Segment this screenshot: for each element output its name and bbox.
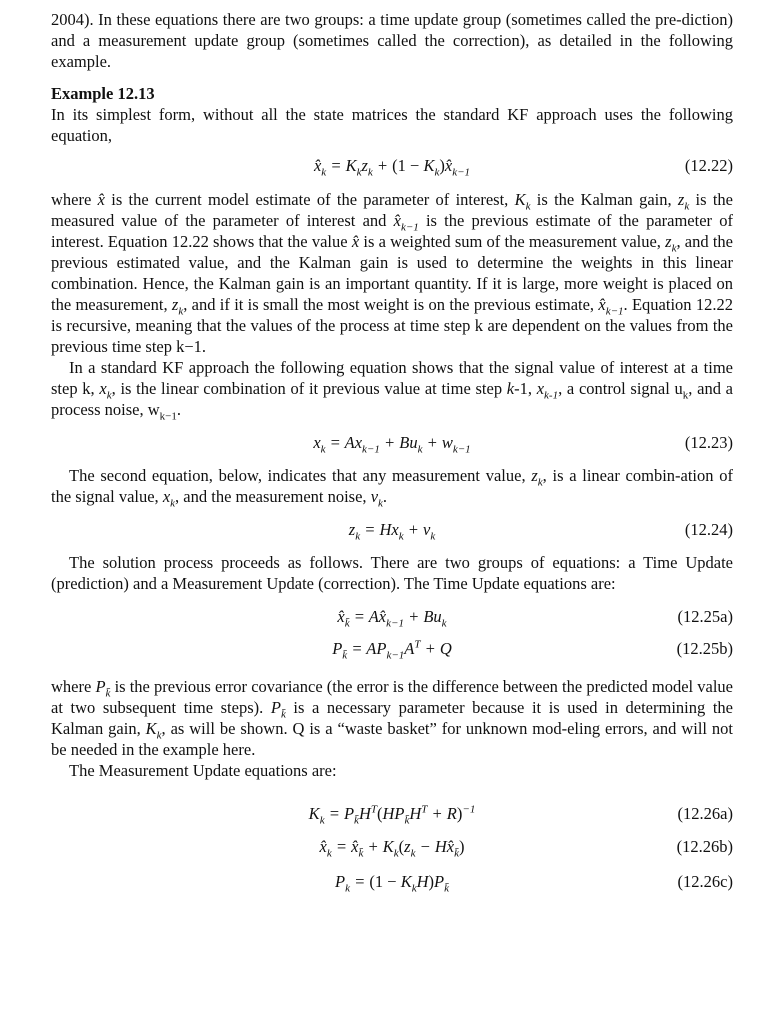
kalman-gain-paragraph: where x̂ is the current model estimate of the parameter of interest, $K_k$ is the Kalman gain, $z_k$ is the measured value of the parameter of interest and $x̂_{k-1}$ is the previous estimate of the parameter of interest. Equation 12.22 shows that the value x̂ is a weighted sum of the measurement value, $z_k$, and the previous estimated value, and the Kalman gain is used to determine the weights in this linear combination. Hence, the Kalman gain is an important quantity. If it is large, more weight is placed on the measurement, $z_k$, and if it is small the most weight is on the previous estimate, $x̂_{k-1}$. Equation 12.22 is recursive, meaning that the values of the process at time step k are dependent on the values from the previous time step k−1. — [51, 190, 733, 356]
error-covariance-paragraph: where $P_{k̄}$ is the previous error covariance (the error is the difference between the predicted model value at two subsequent time steps). $P_{k̄}$ is a necessary parameter because it is used in determining the Kalman gain, $K_k$, as will be shown. Q is a “waste basket” for unknown mod-eling errors, and will not be needed in the example here. — [51, 677, 733, 759]
equation-12-25b-body: $P_{k̄} = AP_{k-1}A^T + Q$ — [332, 638, 452, 662]
equation-12-26c-number: (12.26c) — [677, 872, 733, 891]
equation-12-25b-number: (12.25b) — [676, 639, 733, 658]
equation-12-26c — [51, 871, 733, 895]
solution-process-paragraph: The solution process proceeds as follows. There are two groups of equations: a Time Update (prediction) and a Measurement Update (correction). The Time Update equations are: — [51, 553, 733, 593]
standard-kf-paragraph: In a standard KF approach the following equation shows that the signal value of interest at a time step k, $x_k$, is the linear combination of it previous value at time step k-1, $x_{k-1}$, a control signal $u_k$, and a process noise, $w_{k-1}$. — [51, 358, 733, 423]
equation-12-23 — [51, 432, 733, 456]
equation-12-22 — [51, 155, 733, 179]
equation-12-26c-body: $P_k = (1 - K_kH)P_{k̄}$ — [335, 872, 449, 895]
example-heading: Example 12.13 — [51, 84, 155, 103]
equation-12-23-number: (12.23) — [684, 433, 733, 452]
equation-12-22-number: (12.22) — [684, 156, 733, 175]
equation-12-26b-number: (12.26b) — [676, 837, 733, 856]
second-equation-paragraph: The second equation, below, indicates that any measurement value, $z_k$, is a linear combin-ation of the signal value, $x_k$, and the measurement noise, $v_k$. — [51, 466, 733, 510]
equation-12-26a-number: (12.26a) — [677, 804, 733, 823]
equation-12-24-body: $z_k = Hx_k + v_k$ — [348, 520, 436, 543]
equation-12-25a — [51, 606, 733, 630]
document-page — [51, 9, 733, 895]
equation-12-26a-body: $K_k = P_{k̄}H^T(HP_{k̄}H^T + R)^{-1}$ — [308, 803, 476, 827]
example-intro-paragraph: In its simplest form, without all the state matrices the standard KF approach uses the following equation, — [51, 105, 733, 145]
equation-12-24-number: (12.24) — [684, 520, 733, 539]
equation-12-26a — [51, 803, 733, 827]
equation-12-23-body: $x_k = Ax_{k-1} + Bu_k + w_{k-1}$ — [313, 433, 471, 456]
equation-12-25b — [51, 638, 733, 662]
equation-12-26b — [51, 836, 733, 860]
equation-12-24 — [51, 519, 733, 543]
equation-12-25a-body: $x̂_{k̄}$ = $Ax̂_{k-1} + Bu_k$ — [337, 607, 447, 630]
measurement-update-intro: The Measurement Update equations are: — [69, 761, 337, 780]
equation-12-26b-body: $x̂_k$ = $x̂_{k̄} + K_k(z_k$ − $Hx̂_{k̄}$) — [319, 837, 465, 860]
intro-paragraph: 2004). In these equations there are two groups: a time update group (sometimes called the pre-diction) and a measurement update group (sometimes called the correction), as detailed in the following example. — [51, 10, 733, 71]
equation-12-22-body: $x̂_k = K_kz_k + (1$ − $K_k)x̂_{k-1}$ — [313, 156, 471, 179]
equation-12-25a-number: (12.25a) — [677, 607, 733, 626]
